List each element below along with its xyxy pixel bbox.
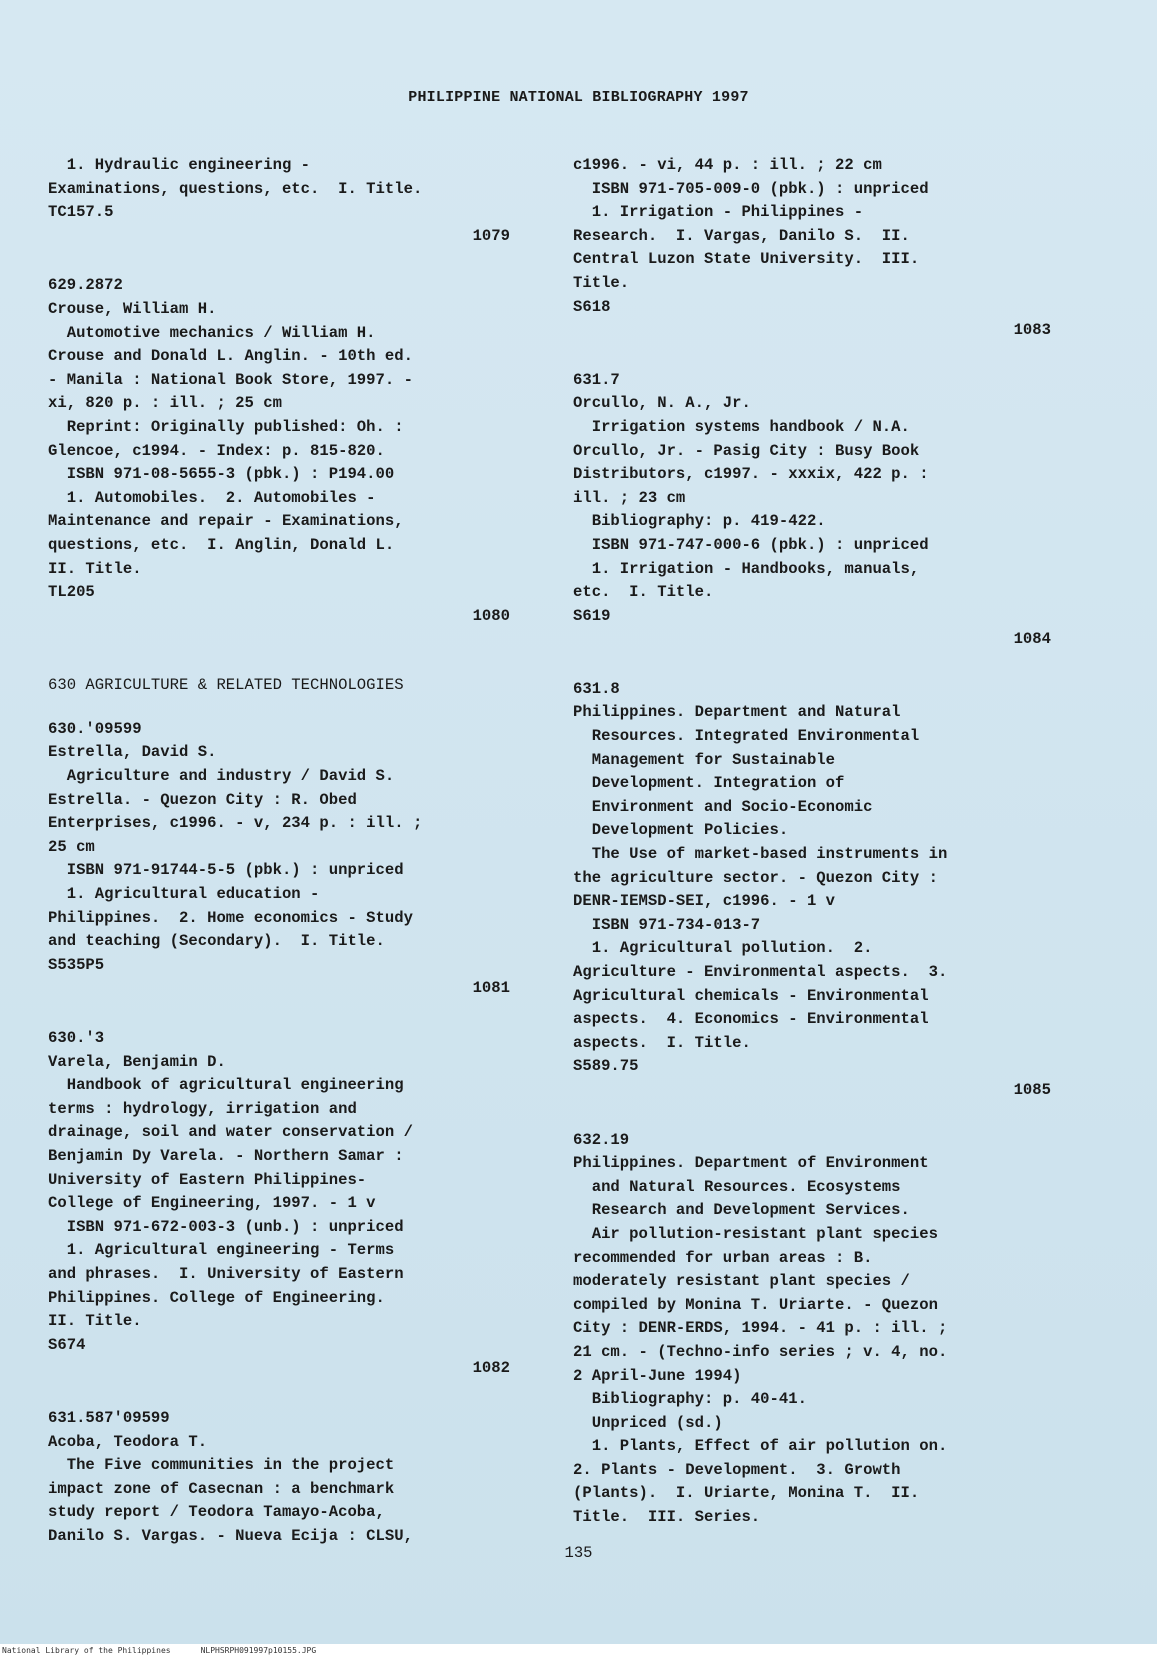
entry-line: Development Policies. [573, 821, 789, 840]
entry-line: S619 [573, 606, 611, 625]
entry-line: 1. Automobiles. 2. Automobiles - [48, 488, 376, 507]
entry-line: TL205 [48, 583, 95, 602]
entry-line: 1. Irrigation - Handbooks, manuals, [573, 559, 920, 578]
entry-line: II. Title. [48, 1312, 142, 1331]
entry-line: Management for Sustainable [573, 750, 836, 769]
footer-library: National Library of the Philippines [2, 1646, 171, 1655]
entry-line: Resources. Integrated Environmental [573, 727, 920, 746]
bibliography-entry [573, 678, 1051, 1103]
page-heading: PHILIPPINE NATIONAL BIBLIOGRAPHY 1997 [408, 89, 749, 106]
entry-line: etc. I. Title. [573, 583, 714, 602]
entry-line: S589.75 [573, 1057, 639, 1076]
entry-line: The Use of market-based instruments in [573, 845, 948, 864]
entry-line: City : DENR-ERDS, 1994. - 41 p. : ill. ; [573, 1319, 948, 1338]
entry-line: 1. Plants, Effect of air pollution on. [573, 1437, 948, 1456]
entry-line: the agriculture sector. - Quezon City : [573, 868, 938, 887]
bibliography-entry [48, 718, 510, 1001]
entry-line: Agriculture and industry / David S. [48, 767, 395, 786]
entry-line: Varela, Benjamin D. [48, 1052, 226, 1071]
left-column [48, 154, 510, 1574]
entry-line: Development. Integration of [573, 774, 845, 793]
entry-number: 1082 [472, 1359, 510, 1378]
entry-line: Estrella, David S. [48, 743, 217, 762]
entry-gap [573, 1103, 1051, 1129]
entry-line: drainage, soil and water conservation / [48, 1123, 413, 1142]
entry-gap [573, 343, 1051, 369]
entry-line: 629.2872 [48, 276, 123, 295]
entry-line: Orcullo, N. A., Jr. [573, 394, 751, 413]
entry-line: Title. [573, 273, 630, 292]
entry-line: 1. Irrigation - Philippines - [573, 203, 864, 222]
entry-line: Enterprises, c1996. - v, 234 p. : ill. ; [48, 814, 423, 833]
entry-line: study report / Teodora Tamayo-Acoba, [48, 1503, 385, 1522]
entry-line: Bibliography: p. 419-422. [573, 512, 826, 531]
entry-line: Unpriced (sd.) [573, 1413, 723, 1432]
entry-line: S618 [573, 297, 611, 316]
entry-line: ISBN 971-734-013-7 [573, 915, 761, 934]
entry-line: ISBN 971-747-000-6 (pbk.) : unpriced [573, 535, 929, 554]
entry-line: Benjamin Dy Varela. - Northern Samar : [48, 1146, 404, 1165]
entry-line: aspects. I. Title. [573, 1033, 751, 1052]
entry-line: Central Luzon State University. III. [573, 250, 920, 269]
entry-line: 21 cm. - (Techno-info series ; v. 4, no. [573, 1342, 948, 1361]
entry-number: 1084 [1013, 630, 1051, 649]
entry-line: and teaching (Secondary). I. Title. [48, 932, 385, 951]
entry-line: 2. Plants - Development. 3. Growth [573, 1460, 901, 1479]
bibliography-entry [48, 154, 510, 248]
entry-line: impact zone of Casecnan : a benchmark [48, 1479, 395, 1498]
bibliography-entry [573, 1129, 1051, 1530]
entry-gap [48, 1001, 510, 1027]
entry-line: Philippines. Department of Environment [573, 1154, 929, 1173]
entry-line: - Manila : National Book Store, 1997. - [48, 370, 413, 389]
entry-line: 25 cm [48, 837, 95, 856]
entry-line: 630.'3 [48, 1029, 105, 1047]
entry-line: Crouse and Donald L. Anglin. - 10th ed. [48, 347, 413, 366]
entry-line: Philippines. Department and Natural [573, 703, 901, 722]
entry-line: c1996. - vi, 44 p. : ill. ; 22 cm [573, 156, 882, 174]
right-column [573, 154, 1051, 1556]
entry-line: Philippines. 2. Home economics - Study [48, 908, 413, 927]
entry-number: 1080 [472, 606, 510, 625]
entry-line: Maintenance and repair - Examinations, [48, 512, 404, 531]
entry-line: II. Title. [48, 559, 142, 578]
entry-line: Examinations, questions, etc. I. Title. [48, 179, 423, 198]
entry-line: Glencoe, c1994. - Index: p. 815-820. [48, 441, 385, 460]
entry-line: 631.587'09599 [48, 1408, 170, 1427]
entry-line: Automotive mechanics / William H. [48, 323, 376, 342]
entry-line: 632.19 [573, 1130, 630, 1149]
entry-line: questions, etc. I. Anglin, Donald L. [48, 535, 395, 554]
entry-line: 630.'09599 [48, 719, 142, 738]
entry-number: 1081 [472, 979, 510, 998]
entry-line: Crouse, William H. [48, 299, 217, 318]
entry-line: 1. Agricultural engineering - Terms [48, 1241, 395, 1260]
entry-line: Philippines. College of Engineering. [48, 1288, 385, 1307]
entry-line: University of Eastern Philippines- [48, 1170, 367, 1189]
entry-line: ISBN 971-08-5655-3 (pbk.) : P194.00 [48, 465, 395, 484]
entry-line: 631.8 [573, 679, 620, 698]
entry-line: TC157.5 [48, 203, 114, 222]
entry-line: compiled by Monina T. Uriarte. - Quezon [573, 1295, 938, 1314]
entry-line: Bibliography: p. 40-41. [573, 1390, 807, 1409]
entry-line: Irrigation systems handbook / N.A. [573, 417, 910, 436]
entry-line: S674 [48, 1335, 86, 1354]
entry-line: S535P5 [48, 955, 105, 974]
bibliography-entry [48, 1407, 510, 1549]
page-number: 135 [564, 1544, 593, 1562]
section-heading: 630 AGRICULTURE & RELATED TECHNOLOGIES [48, 676, 404, 695]
entry-line: terms : hydrology, irrigation and [48, 1099, 357, 1118]
entry-line: ill. ; 23 cm [573, 488, 686, 507]
entry-line: College of Engineering, 1997. - 1 v [48, 1194, 376, 1213]
entry-line: Research. I. Vargas, Danilo S. II. [573, 226, 910, 245]
entry-line: 1. Agricultural education - [48, 885, 320, 904]
entry-number: 1079 [472, 226, 510, 245]
entry-gap [573, 652, 1051, 678]
entry-line: 1. Agricultural pollution. 2. [573, 939, 873, 958]
footer-strip [0, 1644, 1157, 1658]
entry-line: ISBN 971-672-003-3 (unb.) : unpriced [48, 1217, 404, 1236]
bibliography-entry [573, 154, 1051, 343]
bibliography-entry [573, 369, 1051, 652]
entry-line: Danilo S. Vargas. - Nueva Ecija : CLSU, [48, 1526, 413, 1545]
entry-line: The Five communities in the project [48, 1456, 395, 1475]
entry-line: Estrella. - Quezon City : R. Obed [48, 790, 357, 809]
footer-filename: NLPHSRPH091997p10155.JPG [200, 1646, 317, 1655]
entry-line: and Natural Resources. Ecosystems [573, 1177, 901, 1196]
entry-line: Distributors, c1997. - xxxix, 422 p. : [573, 465, 929, 484]
entry-line: (Plants). I. Uriarte, Monina T. II. [573, 1484, 920, 1503]
entry-line: xi, 820 p. : ill. ; 25 cm [48, 394, 282, 413]
entry-line: Orcullo, Jr. - Pasig City : Busy Book [573, 441, 920, 460]
entry-line: ISBN 971-91744-5-5 (pbk.) : unpriced [48, 861, 404, 880]
entry-line: Acoba, Teodora T. [48, 1432, 208, 1451]
entry-gap [48, 1381, 510, 1407]
entry-line: Agriculture - Environmental aspects. 3. [573, 963, 948, 981]
entry-number: 1083 [1013, 321, 1051, 340]
entry-line: Air pollution-resistant plant species [573, 1224, 938, 1243]
entry-line: and phrases. I. University of Eastern [48, 1264, 404, 1283]
entry-line: 1. Hydraulic engineering - [48, 156, 311, 174]
entry-line: aspects. 4. Economics - Environmental [573, 1010, 929, 1029]
entry-line: 2 April-June 1994) [573, 1366, 742, 1385]
entry-number: 1085 [1013, 1080, 1051, 1099]
entry-line: Reprint: Originally published: Oh. : [48, 417, 404, 436]
bibliography-entry [48, 274, 510, 628]
entry-line: Environment and Socio-Economic [573, 797, 873, 816]
entry-line: Agricultural chemicals - Environmental [573, 986, 929, 1005]
entry-line: moderately resistant plant species / [573, 1272, 910, 1291]
entry-line: ISBN 971-705-009-0 (pbk.) : unpriced [573, 179, 929, 198]
bibliography-entry [48, 1027, 510, 1381]
entry-gap [48, 248, 510, 274]
entry-line: DENR-IEMSD-SEI, c1996. - 1 v [573, 892, 836, 911]
entry-line: Handbook of agricultural engineering [48, 1076, 404, 1095]
entry-line: Research and Development Services. [573, 1201, 910, 1220]
entry-line: 631.7 [573, 370, 620, 389]
entry-line: Title. III. Series. [573, 1508, 761, 1527]
entry-gap [48, 628, 510, 654]
entry-line: recommended for urban areas : B. [573, 1248, 873, 1267]
